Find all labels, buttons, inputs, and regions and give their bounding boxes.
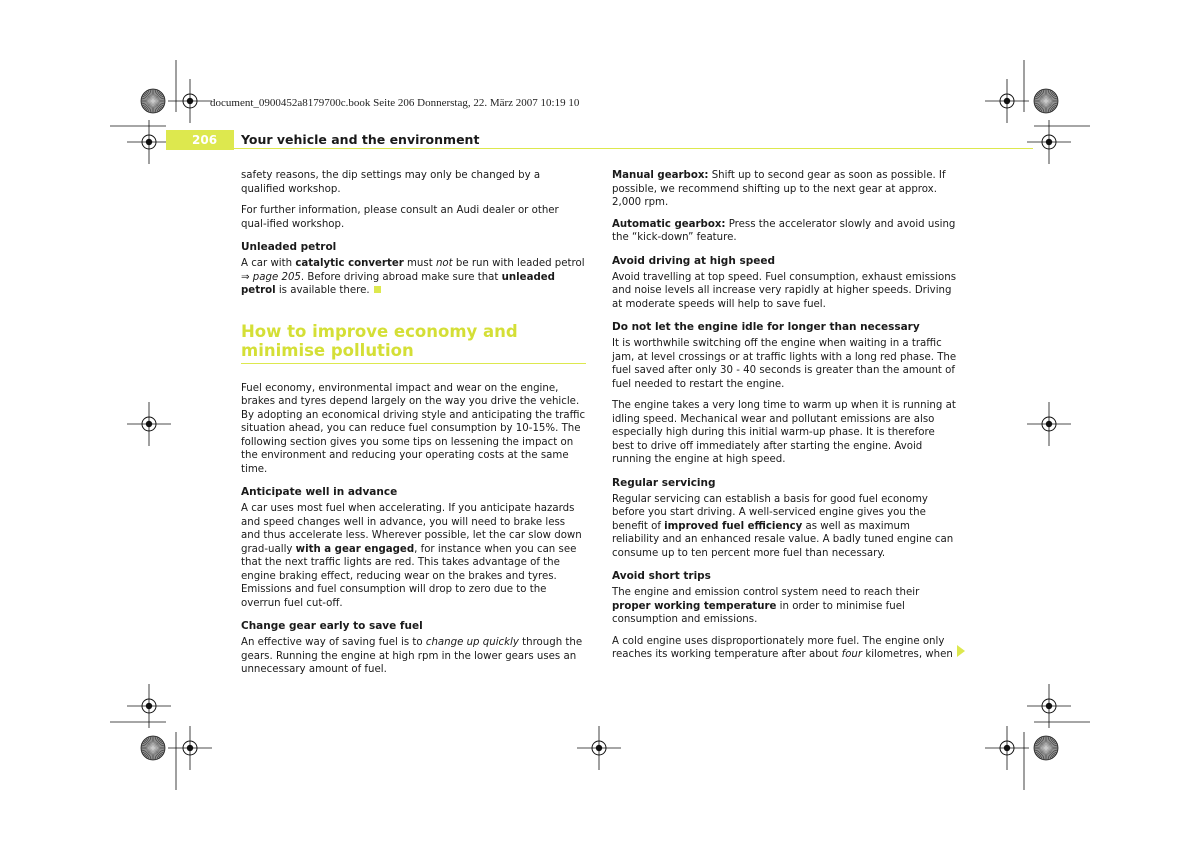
heading-change-gear: Change gear early to save fuel: [241, 620, 423, 632]
paragraph-manual-gearbox: Manual gearbox: Shift up to second gear as soon as possible. If possible, we recommend shifting up to the next gear at approx. 2,000 rpm.: [612, 170, 946, 208]
paragraph-high-speed: Avoid travelling at top speed. Fuel consumption, exhaust emissions and noise levels all increase very rapidly at higher speeds. Driving at moderate speeds will help to save fuel.: [612, 271, 957, 310]
registration-mark-icon: [127, 402, 171, 446]
color-target-icon: [1034, 89, 1058, 113]
heading-anticipate: Anticipate well in advance: [241, 486, 398, 498]
paragraph-economy-intro: Fuel economy, environmental impact and wear on the engine, brakes and tyres depend largely on the way you drive the vehicle. By adopting an economical driving style and anticipating the traffic situation ahead, you can reduce fuel consumption by 10-15%. The following section gives you some tips on lessening the impact on the environment and reducing your operating costs at the same time.: [241, 382, 586, 475]
right-column: [612, 169, 957, 670]
heading-unleaded-petrol: Unleaded petrol: [241, 241, 337, 253]
paragraph-automatic-gearbox: Automatic gearbox: Press the accelerator slowly and avoid using the “kick-down” feature.: [612, 218, 956, 243]
end-of-section-square-icon: [374, 286, 381, 293]
registration-mark-icon: [1027, 402, 1071, 446]
left-column: [241, 169, 586, 685]
registration-mark-icon: [168, 79, 212, 123]
paragraph-unleaded-petrol: A car with catalytic converter must not be run with leaded petrol ⇒ page 205. Before driving abroad make sure that unleaded petrol is available there.: [241, 258, 585, 296]
paragraph-anticipate: A car uses most fuel when accelerating. If you anticipate hazards and speed changes well in advance, you will need to brake less and thus accelerate less. Wherever possible, let the car slow down grad-ually with a gear engaged, for instance when you can see that the next traffic lights are red. This takes advantage of the engine braking effect, reducing wear on the brakes and tyres. Emissions and fuel consumption will drop to zero due to the overrun fuel cut-off.: [241, 503, 582, 609]
registration-mark-icon: [127, 684, 171, 728]
registration-mark-icon: [985, 726, 1029, 770]
registration-mark-icon: [1027, 120, 1071, 164]
page-cross-reference[interactable]: ⇒ page 205: [241, 271, 301, 283]
registration-mark-icon: [127, 120, 171, 164]
color-target-icon: [141, 736, 165, 760]
paragraph-short-trips-1: The engine and emission control system need to reach their proper working temperature in order to minimise fuel consumption and emissions.: [612, 587, 920, 625]
registration-mark-icon: [985, 79, 1029, 123]
color-target-icon: [141, 89, 165, 113]
registration-mark-icon: [577, 726, 621, 770]
file-header: document_0900452a8179700c.book Seite 206 Donnerstag, 22. März 2007 10:19 10: [210, 97, 580, 109]
color-target-icon: [1034, 736, 1058, 760]
page-number: 206: [192, 133, 218, 147]
registration-mark-icon: [168, 726, 212, 770]
paragraph-idle-1: It is worthwhile switching off the engine when waiting in a traffic jam, at level crossings or at traffic lights with a long red phase. The fuel saved after only 30 - 40 seconds is greater than the amount of fuel needed to restart the engine.: [612, 338, 957, 390]
paragraph-change-gear: An effective way of saving fuel is to change up quickly through the gears. Running the engine at high rpm in the lower gears uses an unnecessary amount of fuel.: [241, 637, 583, 675]
page-title: Your vehicle and the environment: [241, 132, 480, 147]
heading-high-speed: Avoid driving at high speed: [612, 254, 775, 267]
heading-servicing: Regular servicing: [612, 476, 716, 489]
header-rule: [234, 148, 1033, 149]
paragraph-short-trips-2: A cold engine uses disproportionately more fuel. The engine only reaches its working temperature after about four kilometres, when: [612, 635, 953, 660]
continue-arrow-icon: [957, 645, 965, 657]
heading-idle: Do not let the engine idle for longer than necessary: [612, 321, 920, 333]
registration-mark-icon: [1027, 684, 1071, 728]
paragraph-idle-2: The engine takes a very long time to warm up when it is running at idling speed. Mechanical wear and pollutant emissions are also especially high during this initial warm-up phase. It is therefore best to drive off immediately after starting the engine. Avoid running the engine at high speed.: [612, 400, 956, 465]
paragraph-dip-settings: safety reasons, the dip settings may only be changed by a qualified workshop.: [241, 170, 541, 195]
section-title: How to improve economy and minimise pollution: [241, 322, 586, 364]
paragraph-further-info: For further information, please consult an Audi dealer or other qual-ified workshop.: [241, 205, 559, 230]
paragraph-servicing: Regular servicing can establish a basis for good fuel economy before you start driving. A well-serviced engine gives you the benefit of improved fuel efficiency as well as maximum reliability and an enhanced resale value. A badly tuned engine can consume up to ten percent more fuel than necessary.: [612, 493, 954, 559]
heading-short-trips: Avoid short trips: [612, 570, 711, 582]
